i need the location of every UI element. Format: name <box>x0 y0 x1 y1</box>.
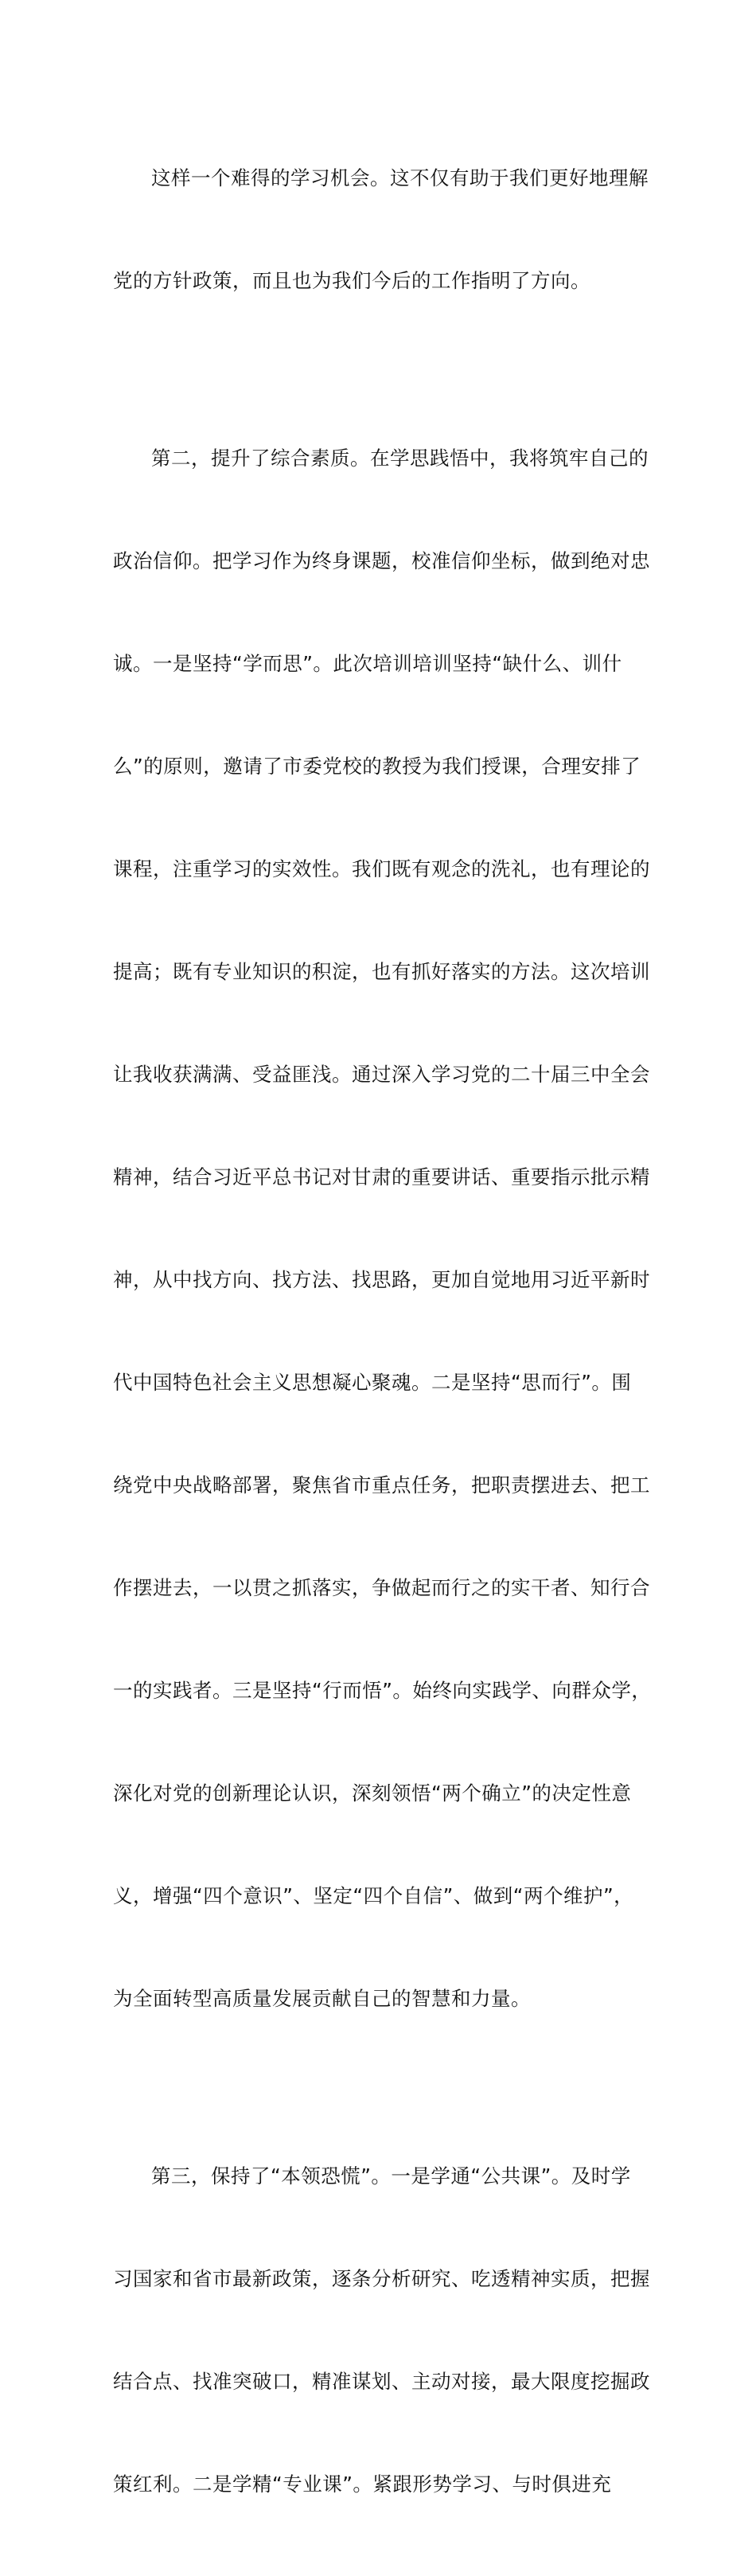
text-line: 课程，注重学习的实效性。我们既有观念的洗礼，也有理论的 <box>113 857 650 880</box>
text-line: 第三，保持了“本领恐慌”。一是学通“公共课”。及时学 <box>151 2164 631 2188</box>
text-line: 第二，提升了综合素质。在学思践悟中，我将筑牢自己的 <box>151 447 649 470</box>
paragraph-3 <box>113 2090 662 2570</box>
text-line: 政治信仰。把学习作为终身课题，校准信仰坐标，做到绝对忠 <box>113 549 650 572</box>
text-line: 么”的原则，邀请了市委党校的教授为我们授课，合理安排了 <box>113 755 641 778</box>
text-line: 为全面转型高质量发展贡献自己的智慧和力量。 <box>113 1987 531 2010</box>
text-line: 绕党中央战略部署，聚焦省市重点任务，把职责摆进去、把工 <box>113 1473 650 1497</box>
text-line: 提高；既有专业知识的积淀，也有抓好落实的方法。这次培训 <box>113 960 650 983</box>
text-line: 代中国特色社会主义思想凝心聚魂。二是坚持“思而行”。围 <box>113 1371 632 1394</box>
text-line: 义，增强“四个意识”、坚定“四个自信”、做到“两个维护”， <box>113 1884 634 1907</box>
text-line: 习国家和省市最新政策，逐条分析研究、吃透精神实质，把握 <box>113 2267 650 2290</box>
paragraph-1 <box>113 92 662 366</box>
document-body <box>113 92 662 2576</box>
text-line: 党的方针政策，而且也为我们今后的工作指明了方向。 <box>113 269 590 292</box>
text-line: 深化对党的创新理论认识，深刻领悟“两个确立”的决定性意 <box>113 1782 632 1805</box>
text-line: 作摆进去，一以贯之抓落实，争做起而行之的实干者、知行合 <box>113 1576 650 1599</box>
text-line: 这样一个难得的学习机会。这不仅有助于我们更好地理解 <box>151 166 649 189</box>
paragraph-2 <box>113 373 662 2084</box>
text-line: 结合点、找准突破口，精准谋划、主动对接，最大限度挖掘政 <box>113 2370 650 2393</box>
text-line: 神，从中找方向、找方法、找思路，更加自觉地用习近平新时 <box>113 1268 650 1291</box>
text-line: 一的实践者。三是坚持“行而悟”。始终向实践学、向群众学， <box>113 1679 652 1702</box>
text-line: 诚。一是坚持“学而思”。此次培训培训坚持“缺什么、训什 <box>113 652 622 675</box>
text-line: 让我收获满满、受益匪浅。通过深入学习党的二十届三中全会 <box>113 1063 650 1086</box>
text-line: 精神，结合习近平总书记对甘肃的重要讲话、重要指示批示精 <box>113 1165 650 1188</box>
text-line: 策红利。二是学精“专业课”。紧跟形势学习、与时俱进充 <box>113 2473 612 2496</box>
